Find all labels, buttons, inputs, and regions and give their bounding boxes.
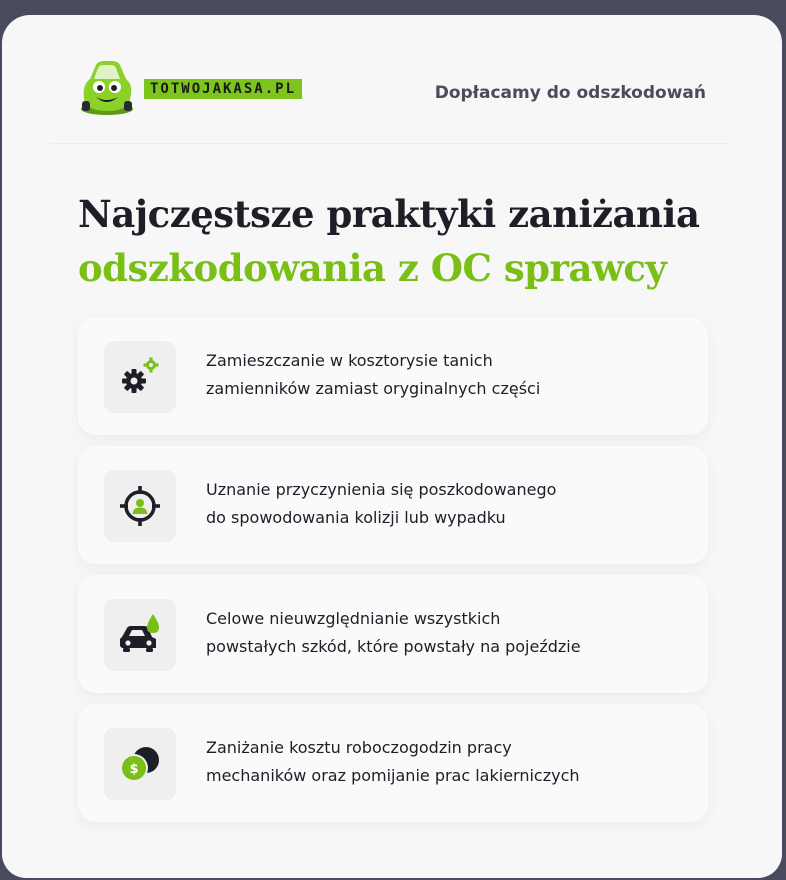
page-title	[78, 187, 699, 295]
car-drop-icon	[104, 599, 176, 671]
infographic-card	[2, 15, 782, 878]
item-text	[206, 605, 686, 661]
item-text	[206, 734, 686, 790]
coins-icon	[104, 728, 176, 800]
item-text	[206, 347, 686, 403]
list-item	[78, 446, 708, 564]
svg-text:$: $	[129, 762, 139, 777]
icon-tile	[104, 470, 176, 542]
title-line-2: odszkodowania z OC sprawcy	[78, 246, 667, 290]
item-text-line: Zaniżanie kosztu roboczogodzin pracy	[206, 738, 512, 757]
tagline: Dopłacamy do odszkodowań	[434, 83, 706, 103]
item-text	[206, 476, 686, 532]
gears-icon	[104, 341, 176, 413]
item-text-line: powstałych szkód, które powstały na pojeździe	[206, 637, 581, 656]
title-line-1: Najczęstsze praktyki zaniżania	[78, 192, 700, 236]
target-person-icon	[104, 470, 176, 542]
item-text-line: Celowe nieuwzględnianie wszystkich	[206, 609, 501, 628]
car-mascot-icon	[78, 57, 136, 121]
icon-tile	[104, 341, 176, 413]
divider	[50, 143, 730, 144]
item-text-line: do spowodowania kolizji lub wypadku	[206, 508, 506, 527]
list-item	[78, 317, 708, 435]
item-text-line: mechaników oraz pomijanie prac lakierniczych	[206, 766, 580, 785]
item-text-line: Uznanie przyczynienia się poszkodowanego	[206, 480, 557, 499]
practices-list	[78, 317, 708, 833]
brand-logo[interactable]	[78, 57, 302, 121]
list-item	[78, 704, 708, 822]
item-text-line: zamienników zamiast oryginalnych części	[206, 379, 541, 398]
item-text-line: Zamieszczanie w kosztorysie tanich	[206, 351, 493, 370]
icon-tile	[104, 728, 176, 800]
brand-name: TOTWOJAKASA.PL	[144, 79, 302, 99]
list-item	[78, 575, 708, 693]
icon-tile	[104, 599, 176, 671]
